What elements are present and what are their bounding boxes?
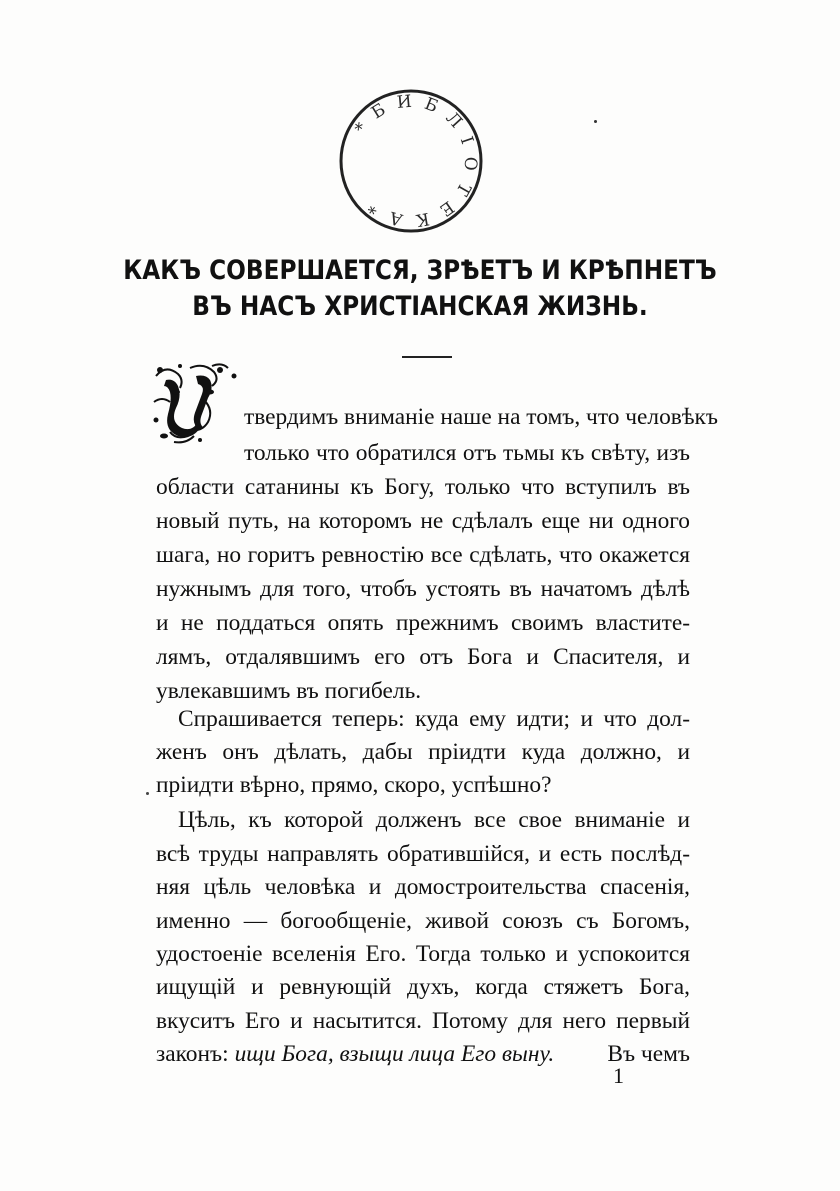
body-line: новый путь, на которомъ не сдѣлалъ еще ни одного xyxy=(156,508,690,534)
body-line: и не поддаться опять прежнимъ своимъ властите- xyxy=(156,610,690,636)
body-line: ищущій и ревнующій духъ, когда стяжетъ Бога, xyxy=(156,974,690,1000)
body-line: нужнымъ для того, чтобъ устоять въ начатомъ дѣлѣ xyxy=(156,576,690,602)
stray-mark xyxy=(146,792,149,795)
body-line: удостоеніе вселенія Его. Тогда только и успокоится xyxy=(156,941,690,967)
chapter-title-line-1: КАКЪ СОВЕРШАЕТСЯ, ЗРѢЕТЪ И КРѢПНЕТЪ xyxy=(123,255,717,286)
body-line: увлекавшимъ въ погибель. xyxy=(156,678,422,704)
body-line: только что обратился отъ тьмы къ свѣту, изъ xyxy=(244,440,690,466)
library-stamp xyxy=(337,87,485,235)
body-text: законъ: xyxy=(156,1041,229,1067)
body-line: вкуситъ Его и насытится. Потому для него первый xyxy=(156,1008,690,1034)
body-line: всѣ труды направлять обратившійся, и есть послѣд- xyxy=(156,841,690,867)
body-text: Въ чемъ xyxy=(607,1041,690,1067)
body-line: пріидти вѣрно, прямо, скоро, успѣшно? xyxy=(156,772,552,798)
body-line: лямъ, отдалявшимъ его отъ Бога и Спасителя, и xyxy=(156,644,690,670)
stamp-text: * Б И Б Л І О Т Е К А * xyxy=(351,91,481,231)
body-line: твердимъ вниманіе наше на томъ, что человѣкъ xyxy=(244,404,718,430)
body-line: шага, но горитъ ревностію все сдѣлать, что окажется xyxy=(156,542,690,568)
italic-quote: ищи Бога, взыщи лица Его выну. xyxy=(234,1041,555,1067)
ornamental-initial-u xyxy=(150,362,242,446)
chapter-title-line-2: ВЪ НАСЪ ХРИСТІАНСКАЯ ЖИЗНЬ. xyxy=(192,291,648,322)
body-line: Цѣль, къ которой долженъ все свое вниманіе и xyxy=(178,807,690,833)
body-line: области сатанины къ Богу, только что вступилъ въ xyxy=(156,474,690,500)
body-line: именно — богообщеніе, живой союзъ съ Богомъ, xyxy=(156,908,690,934)
body-line: женъ онъ дѣлать, дабы пріидти куда должно, и xyxy=(156,739,690,765)
body-line: няя цѣль человѣка и домостроительства спасенія, xyxy=(156,874,690,900)
body-line-last xyxy=(156,1039,690,1069)
title-rule xyxy=(402,356,452,358)
page-number: 1 xyxy=(613,1063,624,1088)
body-line: Спрашивается теперь: куда ему идти; и что дол- xyxy=(178,706,690,732)
stray-mark xyxy=(594,120,597,123)
